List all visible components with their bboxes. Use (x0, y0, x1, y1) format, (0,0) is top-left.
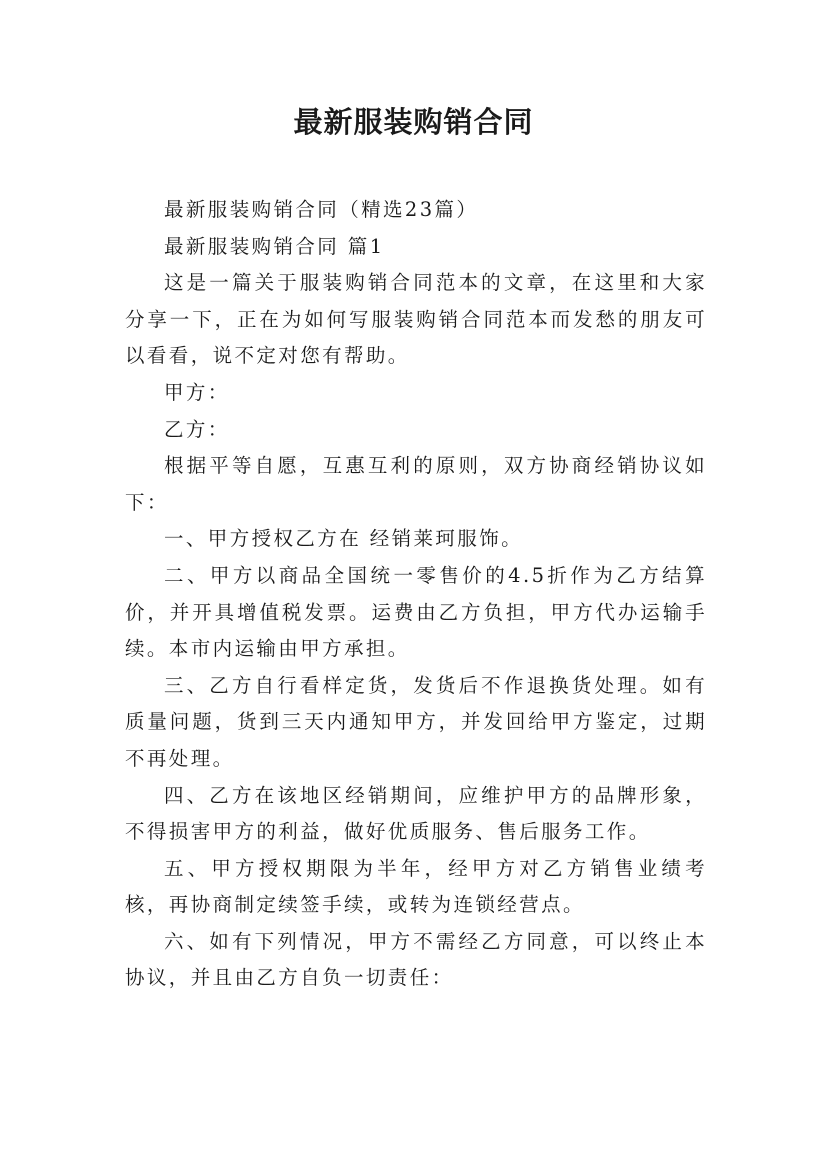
clause-4-paragraph: 四、乙方在该地区经销期间，应维护甲方的品牌形象，不得损害甲方的利益，做好优质服务、售后服务工作。 (125, 783, 707, 844)
clause-1-paragraph: 一、甲方授权乙方在 经销莱珂服饰。 (164, 527, 523, 551)
party-b-line: 乙方： (164, 417, 230, 441)
intro-paragraph: 这是一篇关于服装购销合同范本的文章，在这里和大家分享一下，正在为如何写服装购销合同范本而发愁的朋友可以看看，说不定对您有帮助。 (125, 271, 707, 368)
party-a-line: 甲方： (164, 380, 230, 404)
clause-3-paragraph: 三、乙方自行看样定货，发货后不作退换货处理。如有质量问题，货到三天内通知甲方，并发回给甲方鉴定，过期不再处理。 (125, 673, 707, 770)
clause-5-paragraph: 五、甲方授权期限为半年，经甲方对乙方销售业绩考核，再协商制定续签手续，或转为连锁经营点。 (125, 856, 707, 917)
clause-6-paragraph: 六、如有下列情况，甲方不需经乙方同意，可以终止本协议，并且由乙方自负一切责任： (125, 929, 707, 990)
section-heading-paragraph: 最新服装购销合同 篇1 (164, 234, 385, 258)
document-title: 最新服装购销合同 (293, 105, 534, 139)
document-body (125, 192, 707, 997)
subtitle-paragraph: 最新服装购销合同（精选23篇） (164, 198, 479, 221)
clause-2-paragraph: 二、甲方以商品全国统一零售价的4.5折作为乙方结算价，并开具增值税发票。运费由乙方负担，甲方代办运输手续。本市内运输由甲方承担。 (125, 563, 707, 661)
preamble-paragraph: 根据平等自愿，互惠互利的原则，双方协商经销协议如下： (125, 454, 707, 514)
